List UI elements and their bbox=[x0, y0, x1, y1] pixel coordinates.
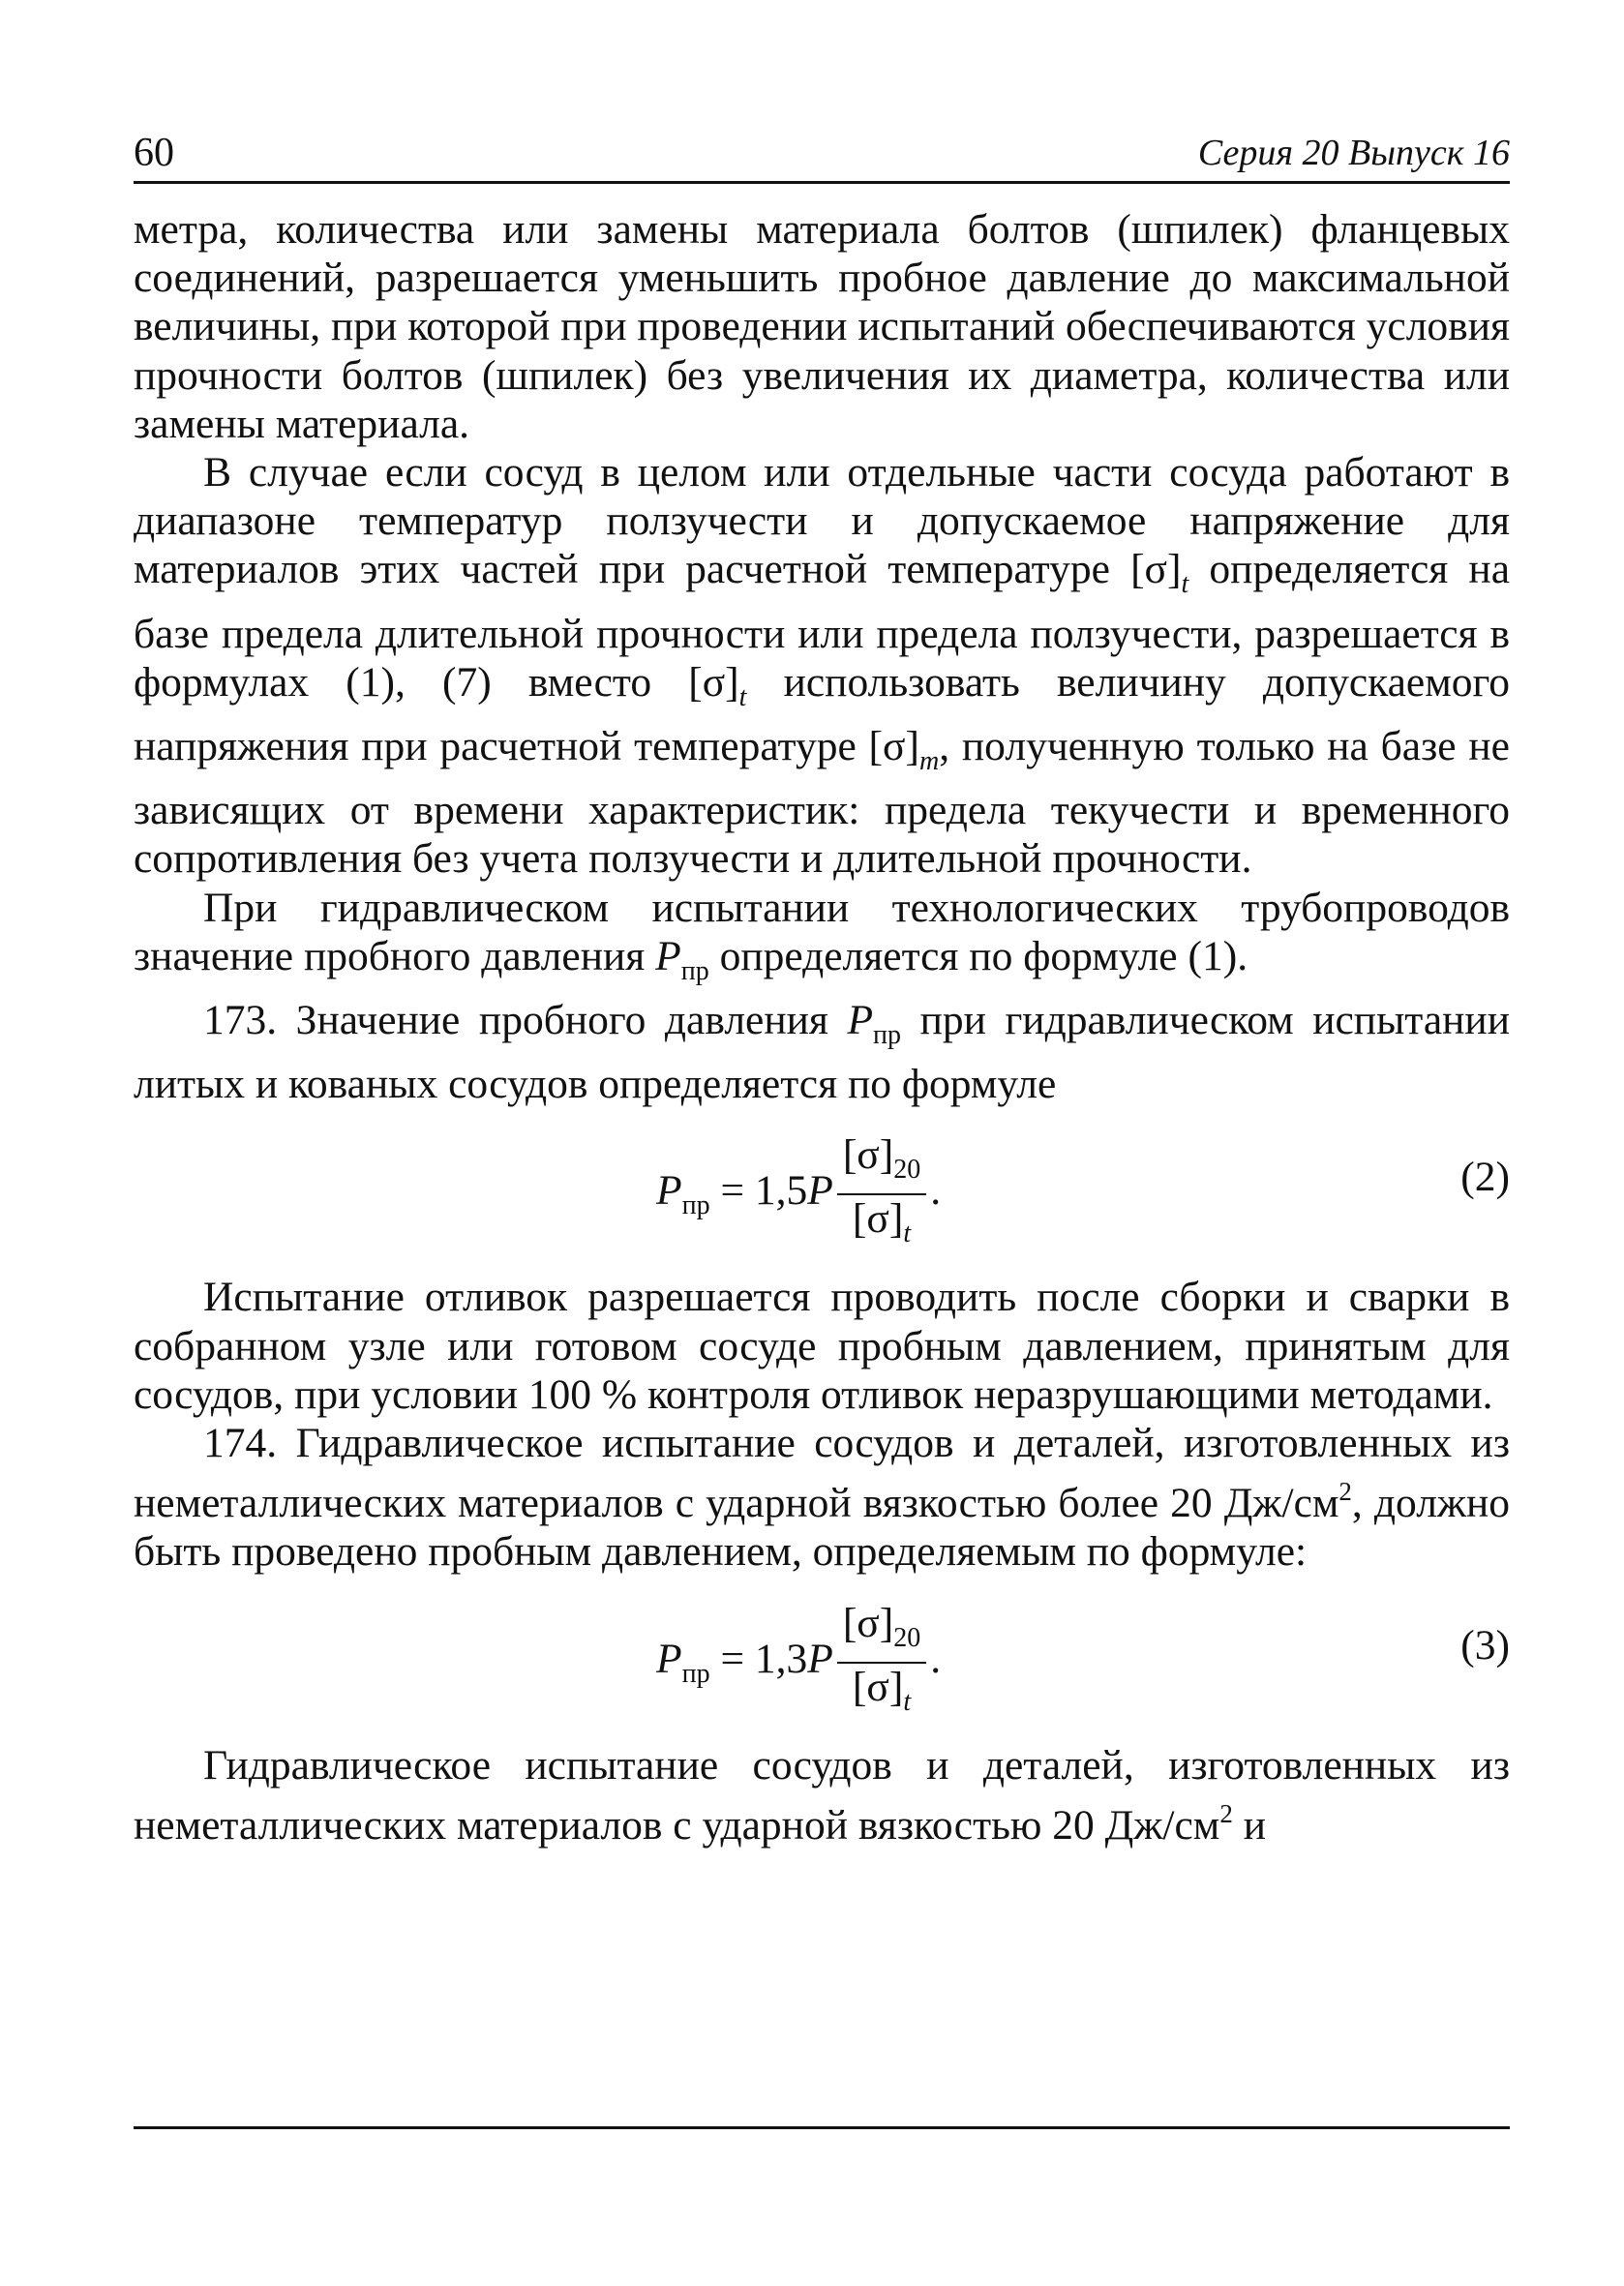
formula-2-fraction: $\frac{[\sigma]_{20}}{[\sigma]_t}$ bbox=[837, 1131, 926, 1257]
formula-2-expression: $P_{пр} = 1,5P$ $\frac{[\sigma]_{20}}{[\sigma]_t}$ . bbox=[656, 1131, 941, 1257]
page-header bbox=[134, 128, 1510, 178]
formula-3-expression: $P_{пр} = 1,3P$ $\frac{[\sigma]_{20}}{[\sigma]_t}$ . bbox=[656, 1600, 941, 1726]
paragraph-173: 173. Значение пробного давления $P_{пр}$ при гидравлическом испытании литых и кованых сосудов определяется по формуле bbox=[134, 997, 1510, 1108]
series-title: Серия 20 Выпуск 16 bbox=[1197, 133, 1510, 173]
header-rule bbox=[134, 181, 1510, 184]
formula-2-number: (2) bbox=[1460, 1154, 1510, 1201]
paragraph-last: Гидравлическое испытание сосудов и деталей, изготовленных из неметаллических материалов с ударной вязкостью 20 $Дж/см^2$ и bbox=[134, 1741, 1510, 1849]
body-text bbox=[134, 205, 1510, 1850]
paragraph-1: метра, количества или замены материала болтов (шпилек) фланцевых соединений, разрешается уменьшить пробное давление до максимальной величины, при которой при проведении испытаний обеспечиваются условия прочности болтов (шпилек) без увеличения их диаметра, количества или замены материала. bbox=[134, 206, 1510, 447]
formula-2 bbox=[134, 1114, 1510, 1251]
page-number: 60 bbox=[134, 131, 174, 175]
paragraph-3: При гидравлическом испытании технологических трубопроводов значение пробного давления $P_{пр}$ определяется по формуле (1). bbox=[134, 884, 1510, 986]
formula-3-fraction: $\frac{[\sigma]_{20}}{[\sigma]_t}$ bbox=[837, 1600, 926, 1726]
paragraph-174: 174. Гидравлическое испытание сосудов и деталей, изготовленных из неметаллических материалов с ударной вязкостью более 20 $Дж/см^2$, должно быть проведено пробным давлением, определяемым по формуле: bbox=[134, 1420, 1510, 1576]
formula-3 bbox=[134, 1582, 1510, 1720]
formula-3-number: (3) bbox=[1460, 1621, 1510, 1669]
paragraph-castings: Испытание отливок разрешается проводить после сборки и сварки в собранном узле или готовом сосуде пробным давлением, принятым для сосудов, при условии 100 % контроля отливок неразрушающими методами. bbox=[134, 1274, 1510, 1418]
footer-rule bbox=[134, 2126, 1510, 2129]
paragraph-2: В случае если сосуд в целом или отдельные части сосуда работают в диапазоне температур ползучести и допускаемое напряжение для материалов этих частей при расчетной температуре $[\sigma]_t$ определяется на базе предела длительной прочности или предела ползучести, разрешается в формулах (1), (7) вместо $[\sigma]_t$ использовать величину допускаемого напряжения при расчетной температуре $[\sigma]_m$, полученную только на базе не зависящих от времени характеристик: предела текучести и временного сопротивления без учета ползучести и длительной прочности. bbox=[134, 449, 1511, 883]
